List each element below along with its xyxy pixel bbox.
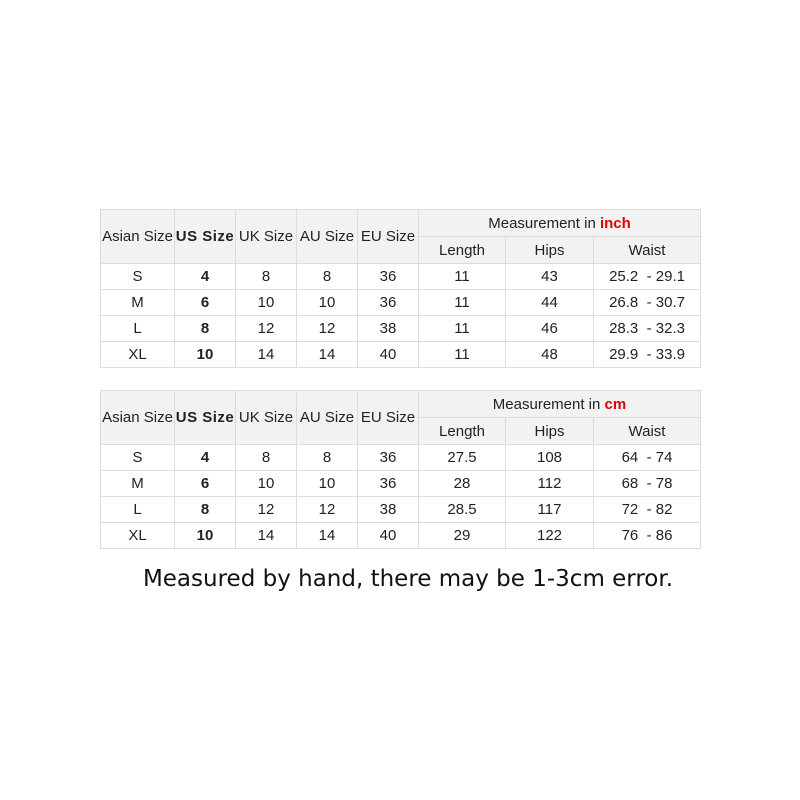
cell-length: 27.5	[419, 445, 506, 471]
cell-asian: XL	[101, 523, 175, 549]
size-table-cm	[100, 390, 701, 549]
unit-label: cm	[604, 395, 627, 413]
cell-us: 8	[175, 497, 236, 523]
header-measurement-cm	[419, 391, 701, 418]
cell-eu: 36	[358, 264, 419, 290]
cell-hips: 44	[506, 290, 594, 316]
cell-us: 10	[175, 342, 236, 368]
cell-uk: 14	[236, 342, 297, 368]
cell-uk: 12	[236, 316, 297, 342]
cell-us: 10	[175, 523, 236, 549]
cell-length: 11	[419, 342, 506, 368]
unit-label: inch	[599, 214, 631, 232]
header-waist: Waist	[594, 418, 701, 445]
cell-waist: 25.2 - 29.1	[594, 264, 701, 290]
cell-uk: 14	[236, 523, 297, 549]
table-row	[101, 445, 701, 471]
cell-asian: S	[101, 445, 175, 471]
header-eu-size: EU Size	[358, 210, 419, 264]
cell-uk: 10	[236, 290, 297, 316]
cell-au: 10	[297, 290, 358, 316]
header-length: Length	[419, 237, 506, 264]
cell-au: 10	[297, 471, 358, 497]
cell-hips: 48	[506, 342, 594, 368]
header-asian-size: Asian Size	[101, 391, 175, 445]
cell-hips: 117	[506, 497, 594, 523]
header-length: Length	[419, 418, 506, 445]
cell-uk: 10	[236, 471, 297, 497]
cell-length: 28.5	[419, 497, 506, 523]
cell-au: 14	[297, 342, 358, 368]
cell-waist: 76 - 86	[594, 523, 701, 549]
cell-us: 4	[175, 264, 236, 290]
header-us-size: US Size	[175, 391, 236, 445]
cell-waist: 28.3 - 32.3	[594, 316, 701, 342]
cell-hips: 122	[506, 523, 594, 549]
cell-au: 12	[297, 316, 358, 342]
header-eu-size: EU Size	[358, 391, 419, 445]
header-asian-size: Asian Size	[101, 210, 175, 264]
header-au-size: AU Size	[297, 210, 358, 264]
cell-au: 8	[297, 264, 358, 290]
cell-us: 8	[175, 316, 236, 342]
header-measurement-inch	[419, 210, 701, 237]
header-us-size: US Size	[175, 210, 236, 264]
measurement-label: Measurement in	[488, 214, 600, 232]
cell-eu: 38	[358, 497, 419, 523]
cell-au: 12	[297, 497, 358, 523]
cell-uk: 12	[236, 497, 297, 523]
cell-eu: 40	[358, 523, 419, 549]
table-row	[101, 264, 701, 290]
cell-eu: 38	[358, 316, 419, 342]
header-au-size: AU Size	[297, 391, 358, 445]
header-uk-size: UK Size	[236, 210, 297, 264]
table-row	[101, 316, 701, 342]
cell-length: 11	[419, 316, 506, 342]
cell-asian: M	[101, 471, 175, 497]
cell-uk: 8	[236, 264, 297, 290]
cell-eu: 36	[358, 471, 419, 497]
cell-length: 11	[419, 264, 506, 290]
measurement-note: Measured by hand, there may be 1-3cm error.	[142, 566, 674, 592]
table-row	[101, 290, 701, 316]
header-waist: Waist	[594, 237, 701, 264]
cell-asian: L	[101, 316, 175, 342]
cell-hips: 43	[506, 264, 594, 290]
cell-hips: 46	[506, 316, 594, 342]
cell-eu: 40	[358, 342, 419, 368]
cell-asian: L	[101, 497, 175, 523]
cell-waist: 72 - 82	[594, 497, 701, 523]
header-hips: Hips	[506, 237, 594, 264]
header-hips: Hips	[506, 418, 594, 445]
cell-waist: 64 - 74	[594, 445, 701, 471]
cell-eu: 36	[358, 445, 419, 471]
cell-length: 29	[419, 523, 506, 549]
cell-us: 6	[175, 290, 236, 316]
table-row	[101, 497, 701, 523]
cell-asian: M	[101, 290, 175, 316]
size-table-inch	[100, 209, 701, 368]
cell-length: 11	[419, 290, 506, 316]
cell-us: 4	[175, 445, 236, 471]
cell-eu: 36	[358, 290, 419, 316]
header-uk-size: UK Size	[236, 391, 297, 445]
cell-asian: S	[101, 264, 175, 290]
cell-us: 6	[175, 471, 236, 497]
cell-length: 28	[419, 471, 506, 497]
cell-waist: 68 - 78	[594, 471, 701, 497]
cell-waist: 26.8 - 30.7	[594, 290, 701, 316]
cell-hips: 108	[506, 445, 594, 471]
cell-uk: 8	[236, 445, 297, 471]
table-row	[101, 342, 701, 368]
table-row	[101, 523, 701, 549]
cell-au: 14	[297, 523, 358, 549]
measurement-label: Measurement in	[492, 395, 605, 413]
cell-hips: 112	[506, 471, 594, 497]
cell-waist: 29.9 - 33.9	[594, 342, 701, 368]
table-row	[101, 471, 701, 497]
cell-asian: XL	[101, 342, 175, 368]
cell-au: 8	[297, 445, 358, 471]
